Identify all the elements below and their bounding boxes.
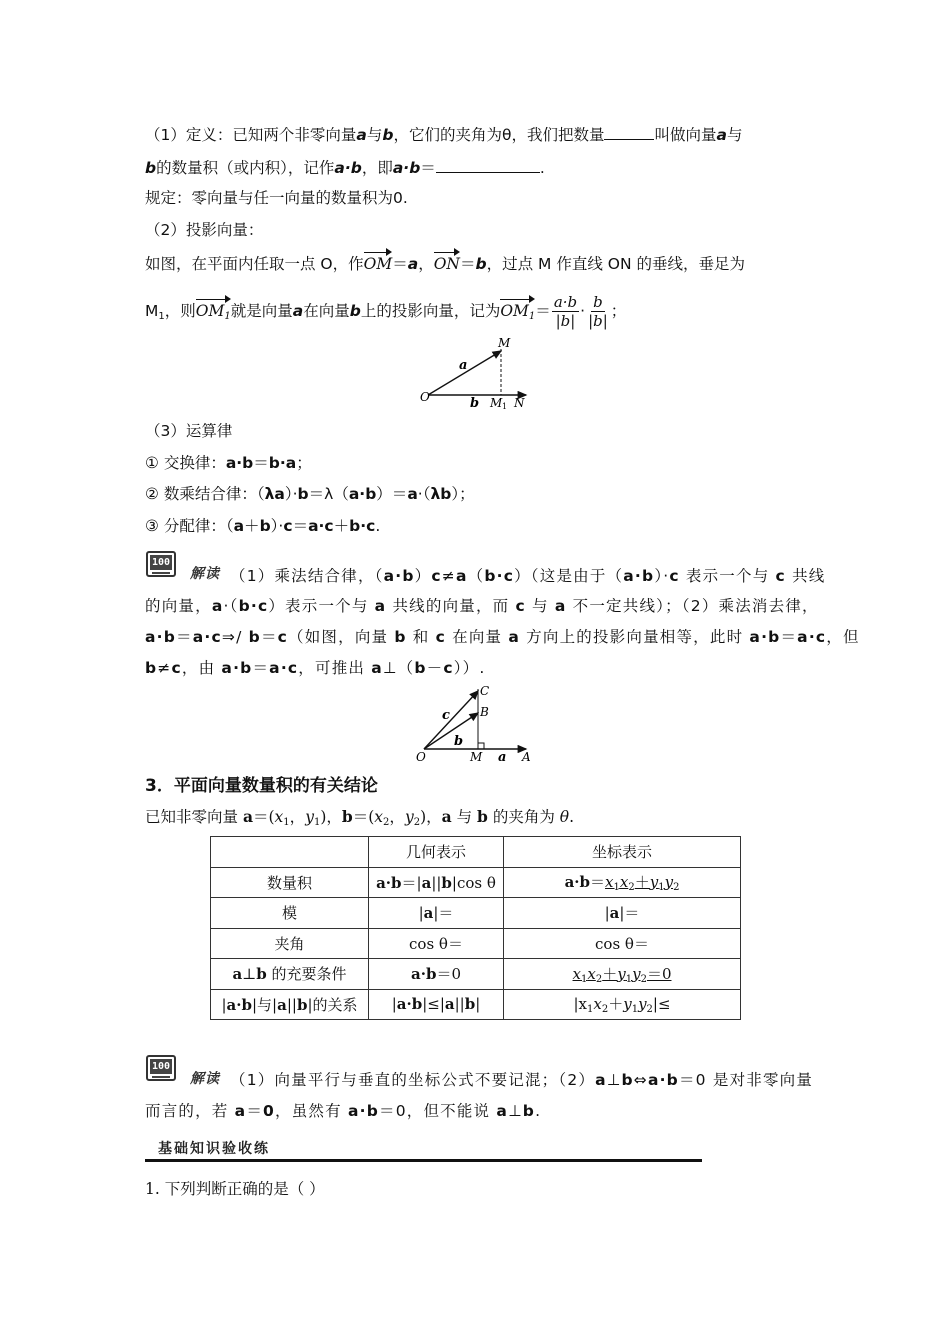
label-O: O (416, 750, 426, 764)
projection-line-2: $M_1$，则$OM_1$就是向量a在向量b上的投影向量，记为$OM_1=$ $\frac{a\cdot b}{|b|}$ · $\frac{b}{|b|}$ ； (145, 293, 627, 330)
reading1-line-4: b≠c，由 a·b＝a·c，可推出 a⊥（b－c））. (145, 659, 486, 677)
reading2-line-2: 而言的，若 a＝0，虽然有 a·b＝0，但不能说 a⊥b. (145, 1102, 542, 1120)
basic-knowledge-section-title: 基础知识验收练 (158, 1141, 270, 1157)
table-cell: a⊥b 的充要条件 (211, 959, 369, 990)
reading-badge-icon (146, 551, 176, 577)
label-a: a (459, 358, 468, 373)
table-cell: 数量积 (211, 867, 369, 898)
reading1-line-1: （1）乘法结合律，（a·b）c≠a（b·c）（这是由于（a·b）·c 表示一个与 c 共线 (230, 567, 826, 585)
table-row (211, 928, 741, 959)
reading1-line-2: 的向量，a·（b·c）表示一个与 a 共线的向量，而 c 与 a 不一定共线）；（2）乘法消去律， (145, 597, 819, 615)
reading-label: 解读 (190, 566, 220, 582)
vector-c-line (424, 691, 478, 749)
table-cell: 模 (211, 898, 369, 929)
label-M1: M (490, 396, 503, 410)
table-cell: |a|＝ (504, 898, 741, 929)
label-A: A (522, 750, 531, 764)
label-B: B (480, 705, 489, 719)
section-divider (145, 1159, 702, 1162)
definition-line-2: b的数量积（或内积），记作a·b，即a·b＝ . (145, 156, 545, 179)
table-cell: |a·b|≤|a||b| (369, 989, 504, 1020)
table-cell: 夹角 (211, 928, 369, 959)
table-cell: cos θ＝ (504, 928, 741, 959)
vector-OM1-b: $OM_1$ (500, 298, 535, 328)
conclusions-table (210, 836, 741, 1020)
table-row (211, 959, 741, 990)
law-scalar-associative: ② 数乘结合律：（λa）·b＝λ（a·b）＝a·（λb）； (145, 485, 475, 503)
table-cell: $x_1x_2+y_1y_2=0$ (504, 959, 741, 990)
label-b: b (454, 734, 464, 749)
table-header: 坐标表示 (504, 837, 741, 868)
label-M: M (498, 336, 511, 350)
label-C: C (480, 684, 490, 698)
vector-OM: OM (364, 251, 393, 275)
table-row (211, 989, 741, 1020)
blank-dot-product[interactable] (436, 156, 540, 173)
table-header-row (211, 837, 741, 868)
question-1: 1. 下列判断正确的是（ ） (145, 1180, 325, 1198)
label-N: N (514, 396, 525, 410)
fraction-b-over-b: $\frac{b}{|b|}$ (588, 293, 608, 330)
table-row (211, 867, 741, 898)
table-cell: $a\cdot b=x_1x_2+y_1y_2$ (504, 867, 741, 898)
label-a: a (498, 750, 507, 765)
fraction-ab-over-b: $\frac{a\cdot b}{|b|}$ (553, 293, 578, 330)
law-commutative: ① 交换律：a·b＝b·a； (145, 454, 312, 472)
right-angle-mark (478, 743, 484, 749)
definition-line-1: （1）定义：已知两个非零向量a与b，它们的夹角为θ，我们把数量 叫做向量a与 (145, 123, 742, 146)
label-c: c (442, 708, 450, 723)
vector-b-line (424, 713, 478, 749)
vector-ON: ON (434, 251, 460, 275)
law-distributive: ③ 分配律：（a＋b）·c＝a·c＋b·c. (145, 517, 381, 535)
table-cell: cos θ＝ (369, 928, 504, 959)
label-O: O (420, 390, 430, 404)
blank-quantity[interactable] (604, 123, 654, 140)
table-header: 几何表示 (369, 837, 504, 868)
reading1-line-3: a·b＝a·c⇒/ b＝c（如图，向量 b 和 c 在向量 a 方向上的投影向量相等，此时 a·b＝a·c，但 (145, 628, 860, 646)
label-b: b (470, 396, 480, 411)
table-cell: |a·b|与|a||b|的关系 (211, 989, 369, 1020)
label-M: M (470, 750, 483, 764)
table-row (211, 898, 741, 929)
reading2-line-1: （1）向量平行与垂直的坐标公式不要记混；（2）a⊥b⇔a·b＝0 是对非零向量 (230, 1071, 814, 1089)
table-cell: |a|＝ (369, 898, 504, 929)
section-3-title: 3．平面向量数量积的有关结论 (145, 776, 378, 796)
table-cell: a·b＝|a||b|cos θ (369, 867, 504, 898)
cancellation-figure (414, 683, 536, 765)
table-cell: a·b＝0 (369, 959, 504, 990)
projection-title: （2）投影向量： (145, 221, 264, 239)
vector-OM1: $OM_1$ (196, 298, 231, 328)
projection-line-1: 如图，在平面内任取一点 O，作OM＝a，ON＝b，过点 M 作直线 ON 的垂线，垂足为 (145, 251, 745, 275)
table-cell (211, 837, 369, 868)
laws-title: （3）运算律 (145, 422, 233, 440)
reading-badge-icon (146, 1055, 176, 1081)
projection-figure (416, 335, 536, 411)
table-cell: $|x_1x_2+y_1y_2|\le$ (504, 989, 741, 1020)
label-M1-sub: 1 (502, 402, 508, 411)
rule-line: 规定：零向量与任一向量的数量积为0. (145, 189, 408, 207)
reading-label: 解读 (190, 1071, 220, 1087)
section-3-intro: 已知非零向量 $a=(x_1$，$y_1$)，$b=(x_2$，$y_2$)，a 与 b 的夹角为 θ. (145, 807, 575, 828)
